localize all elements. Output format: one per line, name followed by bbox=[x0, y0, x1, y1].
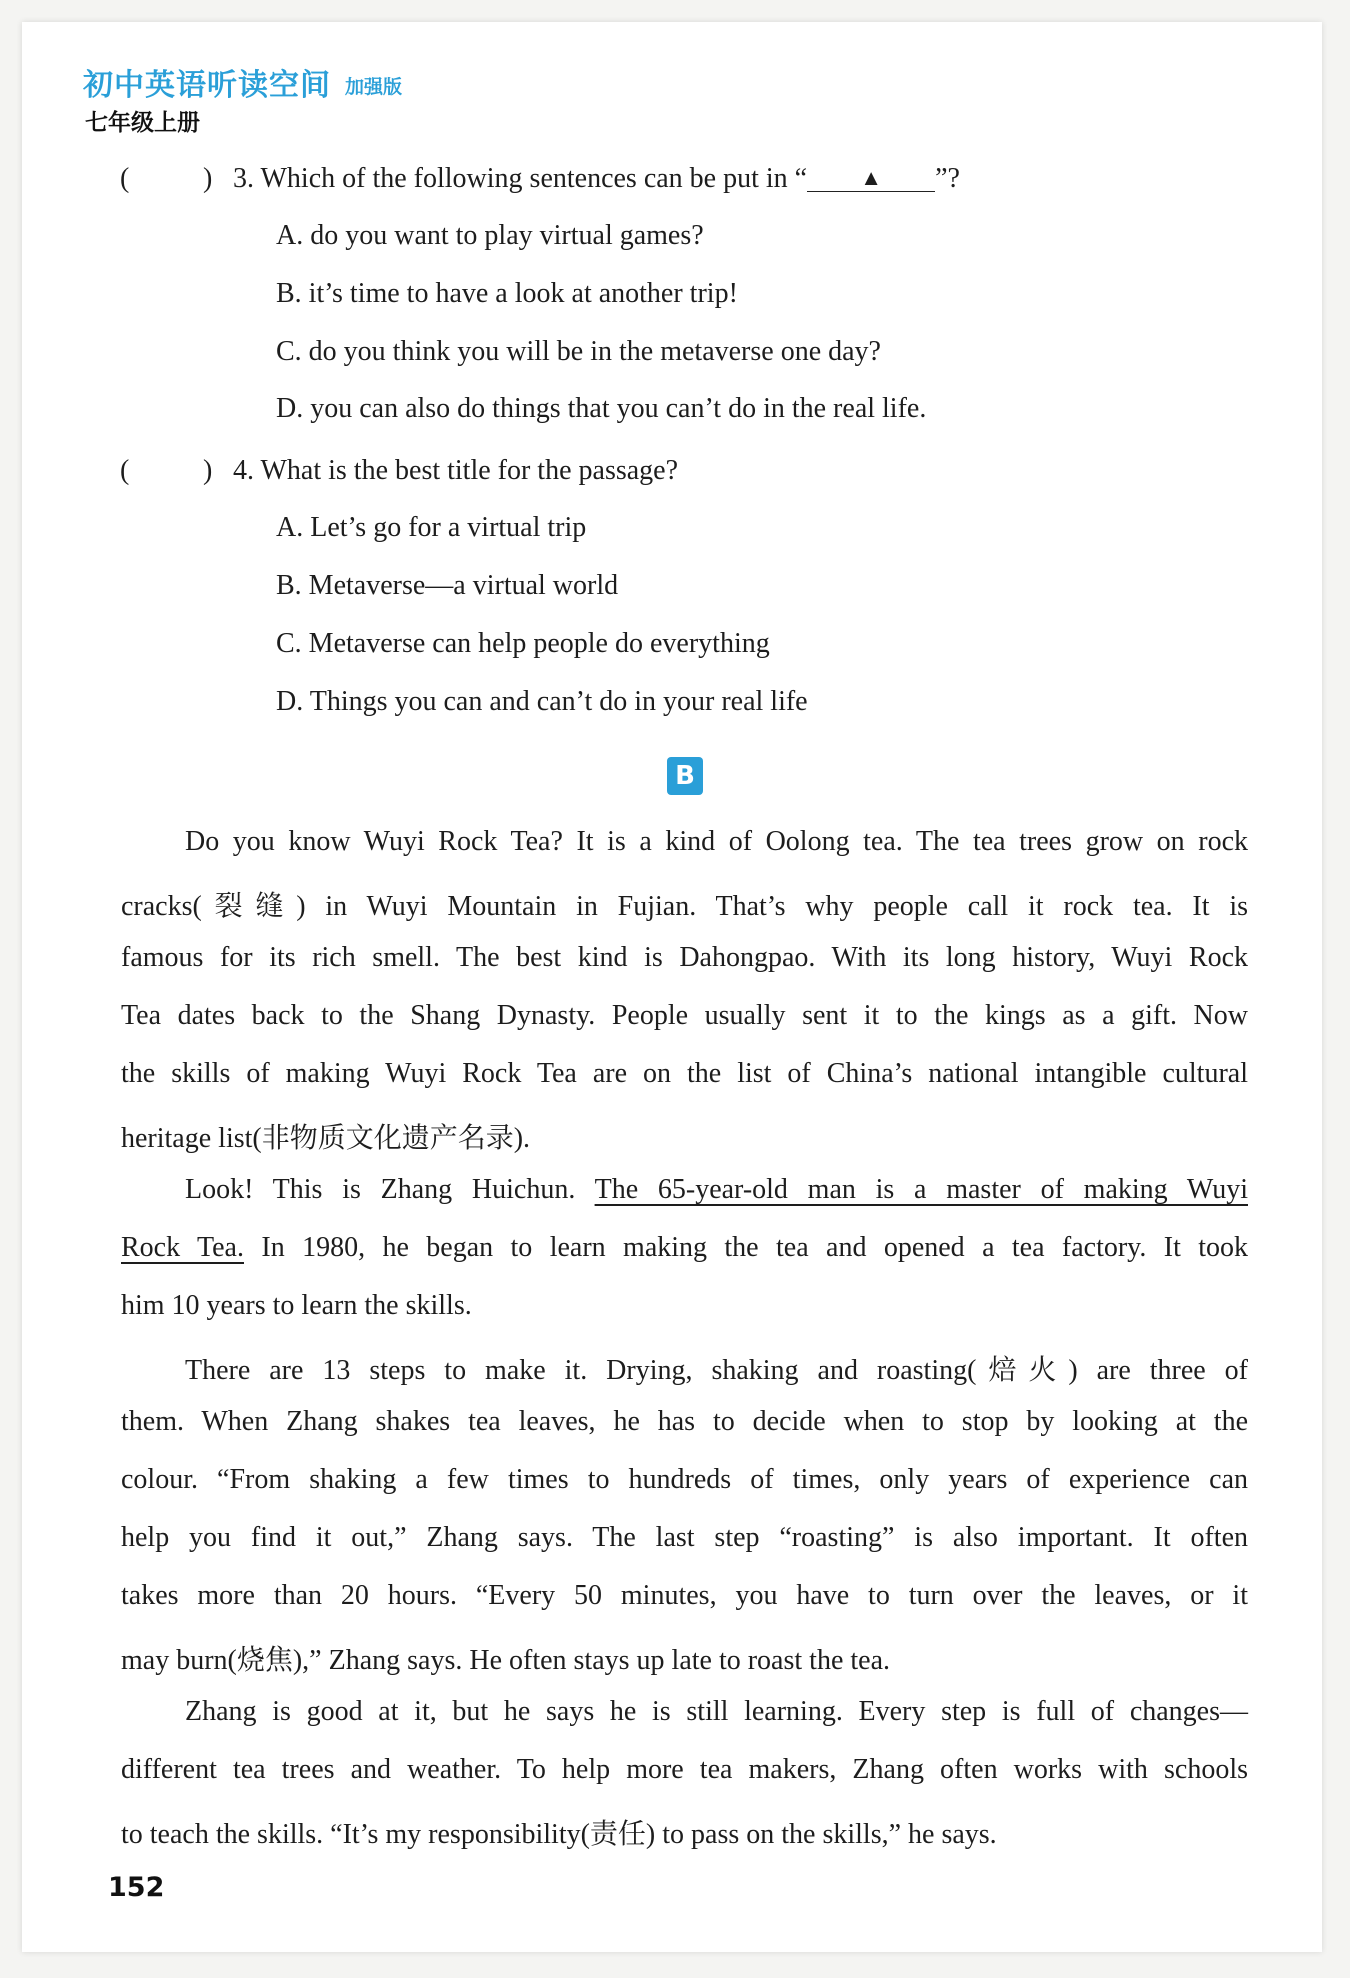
question-3-stem-after: ”? bbox=[935, 163, 960, 194]
passage-line: takes more than 20 hours. “Every 50 minutes, you have to turn over the leaves, or it bbox=[121, 1580, 1248, 1611]
answer-paren-close: ) bbox=[203, 163, 213, 194]
question-3-option-c: C. do you think you will be in the metaverse one day? bbox=[276, 336, 881, 367]
question-3-option-d: D. you can also do things that you can’t do in the real life. bbox=[276, 393, 927, 424]
question-3-stem bbox=[233, 163, 960, 195]
answer-paren-open: ( bbox=[120, 455, 130, 486]
question-3-option-a: A. do you want to play virtual games? bbox=[276, 220, 704, 251]
question-4-option-d: D. Things you can and can’t do in your real life bbox=[276, 686, 808, 717]
book-title: 初中英语听读空间 bbox=[83, 68, 331, 103]
passage-line: colour. “From shaking a few times to hundreds of times, only years of experience can bbox=[121, 1464, 1248, 1495]
grade-subtitle: 七年级上册 bbox=[85, 110, 200, 136]
passage-line: heritage list(非物质文化遗产名录). bbox=[121, 1123, 531, 1154]
passage-line: may burn(烧焦),” Zhang says. He often stays up late to roast the tea. bbox=[121, 1645, 891, 1676]
passage-line: Zhang is good at it, but he says he is still learning. Every step is full of changes— bbox=[185, 1696, 1248, 1727]
passage-text: Look! This is Zhang Huichun. bbox=[185, 1174, 576, 1205]
question-4-stem: 4. What is the best title for the passage? bbox=[233, 455, 679, 486]
passage-line: him 10 years to learn the skills. bbox=[121, 1290, 472, 1321]
edition-badge: 加强版 bbox=[345, 76, 403, 98]
underlined-sentence: The 65-year-old man is a master of making Wuyi bbox=[594, 1174, 1248, 1205]
passage-line: famous for its rich smell. The best kind is Dahongpao. With its long history, Wuyi Rock bbox=[121, 942, 1248, 973]
passage-line: to teach the skills. “It’s my responsibility(责任) to pass on the skills,” he says. bbox=[121, 1819, 997, 1850]
answer-paren-close: ) bbox=[203, 455, 213, 486]
page-number: 152 bbox=[108, 1872, 165, 1903]
passage-line bbox=[121, 1232, 1248, 1264]
answer-paren-open: ( bbox=[120, 163, 130, 194]
answer-blank bbox=[807, 164, 935, 192]
passage-line: the skills of making Wuyi Rock Tea are on the list of China’s national intangible cultural bbox=[121, 1058, 1248, 1089]
passage-line: different tea trees and weather. To help more tea makers, Zhang often works with schools bbox=[121, 1754, 1248, 1785]
underlined-sentence: Rock Tea. bbox=[121, 1232, 244, 1263]
passage-line: them. When Zhang shakes tea leaves, he has to decide when to stop by looking at the bbox=[121, 1406, 1248, 1437]
question-3-option-b: B. it’s time to have a look at another trip! bbox=[276, 278, 738, 309]
triangle-icon: ▲ bbox=[860, 165, 882, 190]
question-3-stem-before: 3. Which of the following sentences can be put in “ bbox=[233, 163, 808, 194]
passage-text: In 1980, he began to learn making the tea and opened a tea factory. It took bbox=[261, 1232, 1249, 1263]
passage-line: There are 13 steps to make it. Drying, shaking and roasting(焙火) are three of bbox=[185, 1355, 1248, 1386]
question-4-option-a: A. Let’s go for a virtual trip bbox=[276, 512, 587, 543]
passage-line: Do you know Wuyi Rock Tea? It is a kind of Oolong tea. The tea trees grow on rock bbox=[185, 826, 1248, 857]
question-4-option-b: B. Metaverse—a virtual world bbox=[276, 570, 619, 601]
passage-line: help you find it out,” Zhang says. The last step “roasting” is also important. It often bbox=[121, 1522, 1248, 1553]
section-b-badge: B bbox=[667, 757, 703, 795]
passage-line: Tea dates back to the Shang Dynasty. People usually sent it to the kings as a gift. Now bbox=[121, 1000, 1248, 1031]
question-4-option-c: C. Metaverse can help people do everything bbox=[276, 628, 770, 659]
passage-line: cracks(裂缝) in Wuyi Mountain in Fujian. That’s why people call it rock tea. It is bbox=[121, 891, 1248, 922]
passage-line bbox=[185, 1174, 1248, 1206]
